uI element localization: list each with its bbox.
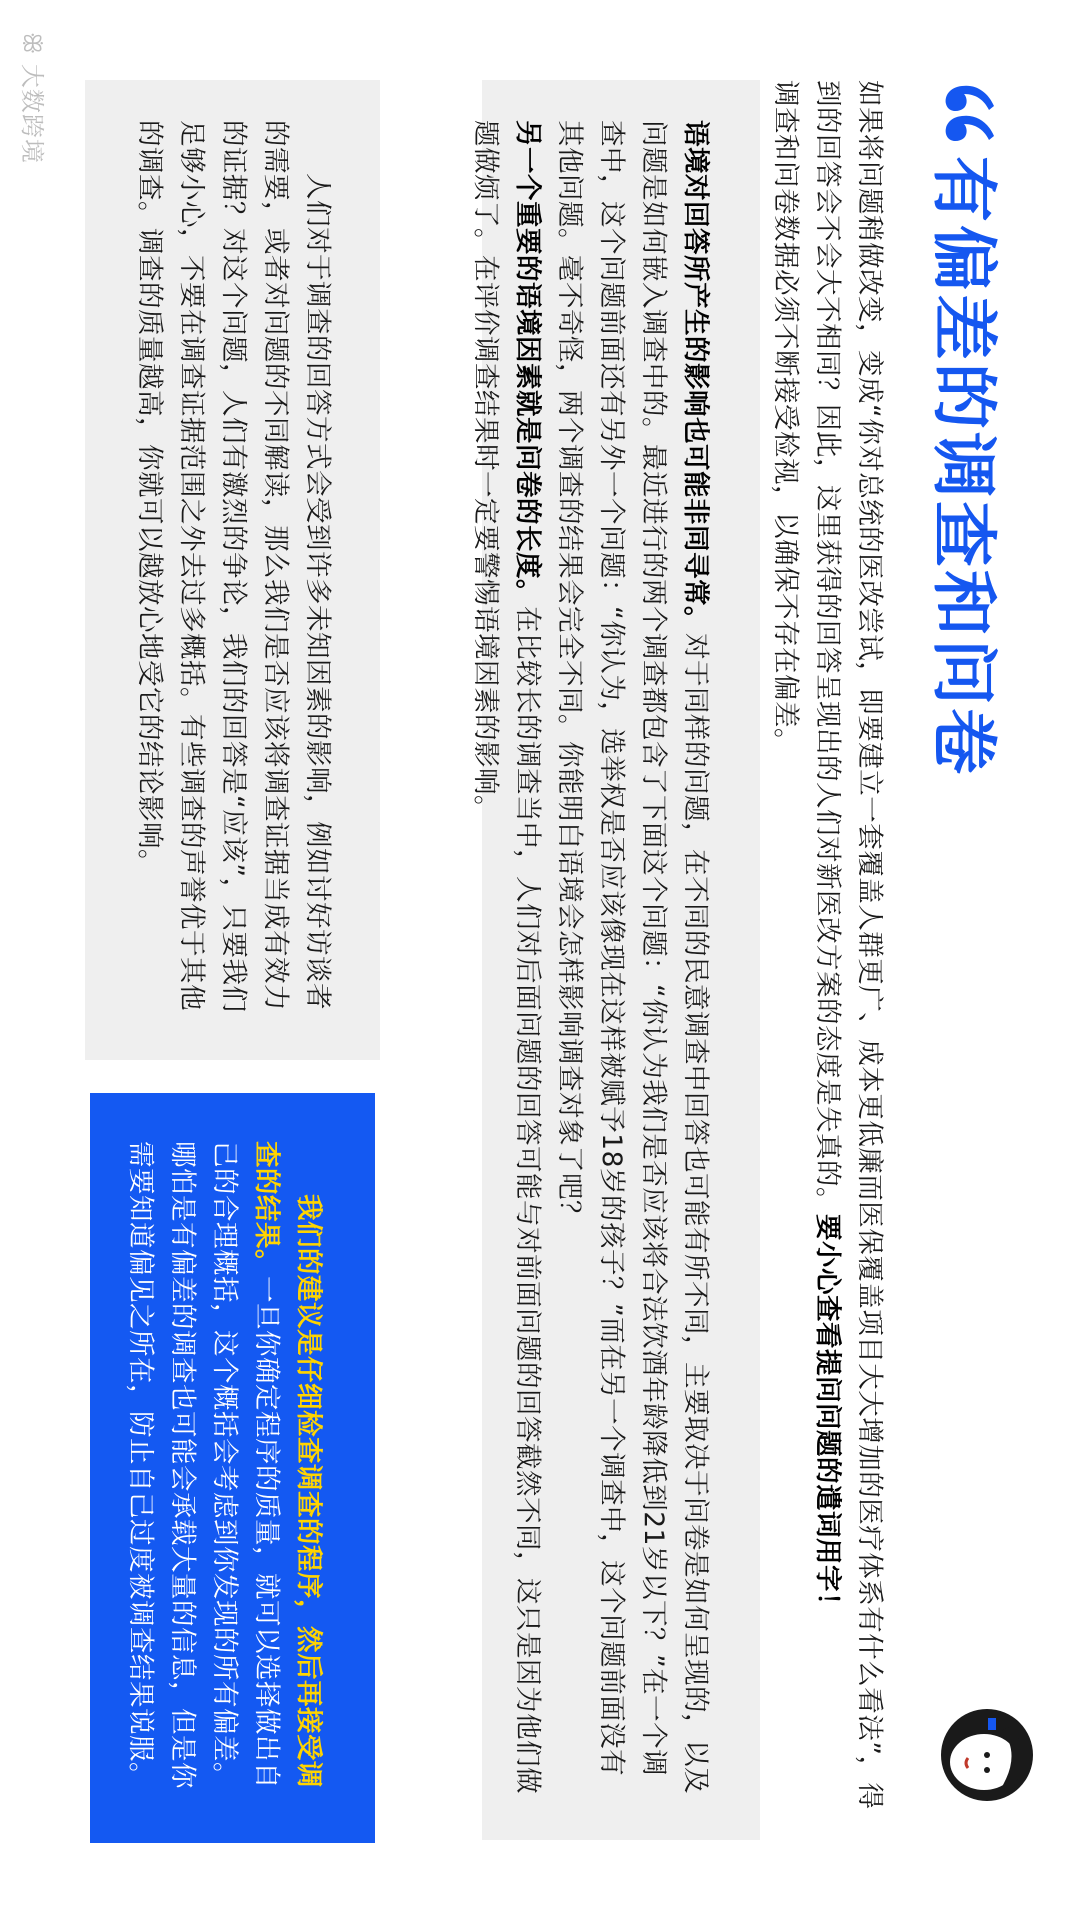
advice-body: 一旦你确定程序的质量，就可以选择做出自己的合理概括，这个概括会考虑到你发现的所有偏差。哪怕是有偏差的调查也可能会承载大量的信息，但是你需要知道偏见之所在，防止自己过度被调查结果说服。: [125, 1141, 282, 1789]
advice-panel: [90, 1093, 375, 1843]
advice-bold: 我们的建议是仔细检查调查的程序，然后再接受调查的结果。: [251, 1141, 324, 1788]
title-row: [925, 80, 1015, 777]
context-lead: 语境对回答所产生的影响也可能非同寻常。: [680, 120, 711, 633]
people-panel: [85, 80, 380, 1060]
brand-logo-icon: ꕥ: [18, 32, 46, 64]
watermark: [17, 32, 52, 164]
intro-text-2: 调查和问卷数据必须不断接受检视，以确保不存在偏差。: [770, 80, 801, 755]
people-text: 人们对于调查的回答方式会受到许多未知因素的影响，例如讨好访谈者的需要，或者对问题的不同解读，那么我们是否应该将调查证据当成有效力的证据？对这个问题，人们有激烈的争论，我们的回答是“应该”，只要我们足够小心，不要在调查证据范围之外去过多概括。有些调查的声誉优于其他的调查。调查的质量越高，你就可以越放心地受它的结论影响。: [134, 120, 333, 1013]
context-body: 对于同样的问题，在不同的民意调查中回答也可能有所不同，主要取决于问卷是如何呈现的，以及问题是如何嵌入调查中的。最近进行的两个调查都包含了下面这个问题：“你认为我们是否应该将合法饮酒年龄降低到21岁以下？”在一个调查中，这个问题前面还有另外一个问题：“你认为，选举权是否应该像现在这样被赋予18岁的孩子？”而在另一个调查中，这个问题前面没有其他问题。毫不奇怪，两个调查的结果会完全不同。你能明白语境会怎样影响调查对象了吧？: [554, 120, 711, 1794]
intro-emphasis: 要小心查看提问问题的遣词用字！: [812, 1214, 843, 1619]
intro-paragraph: [764, 80, 890, 1825]
context-body-2: 在比较长的调查当中，人们对后面问题的回答可能与对前面问题的回答截然不同，这只是因为他们做题做烦了。在评价调查结果时一定要警惕语境因素的影响。: [470, 120, 543, 1794]
page-title: 有偏差的调查和问卷: [925, 156, 1003, 777]
watermark-text: 大数跨境: [18, 63, 46, 164]
intro-text: 如果将问题稍做改变，变成“你对总统的医改尝试，即要建立一套覆盖人群更广、成本更低廉而医保覆盖项目大大增加的医疗体系有什么看法”，得到的回答会不会大不相同？因此，这里获得的回答呈现出的人们对新医改方案的态度是失真的。: [812, 80, 885, 1810]
quote-mark-icon: [942, 80, 998, 142]
context-panel: [470, 80, 760, 1840]
girl-avatar-icon: [932, 1700, 1042, 1810]
context-second-lead: 另一个重要的语境因素就是问卷的长度。: [512, 120, 543, 606]
